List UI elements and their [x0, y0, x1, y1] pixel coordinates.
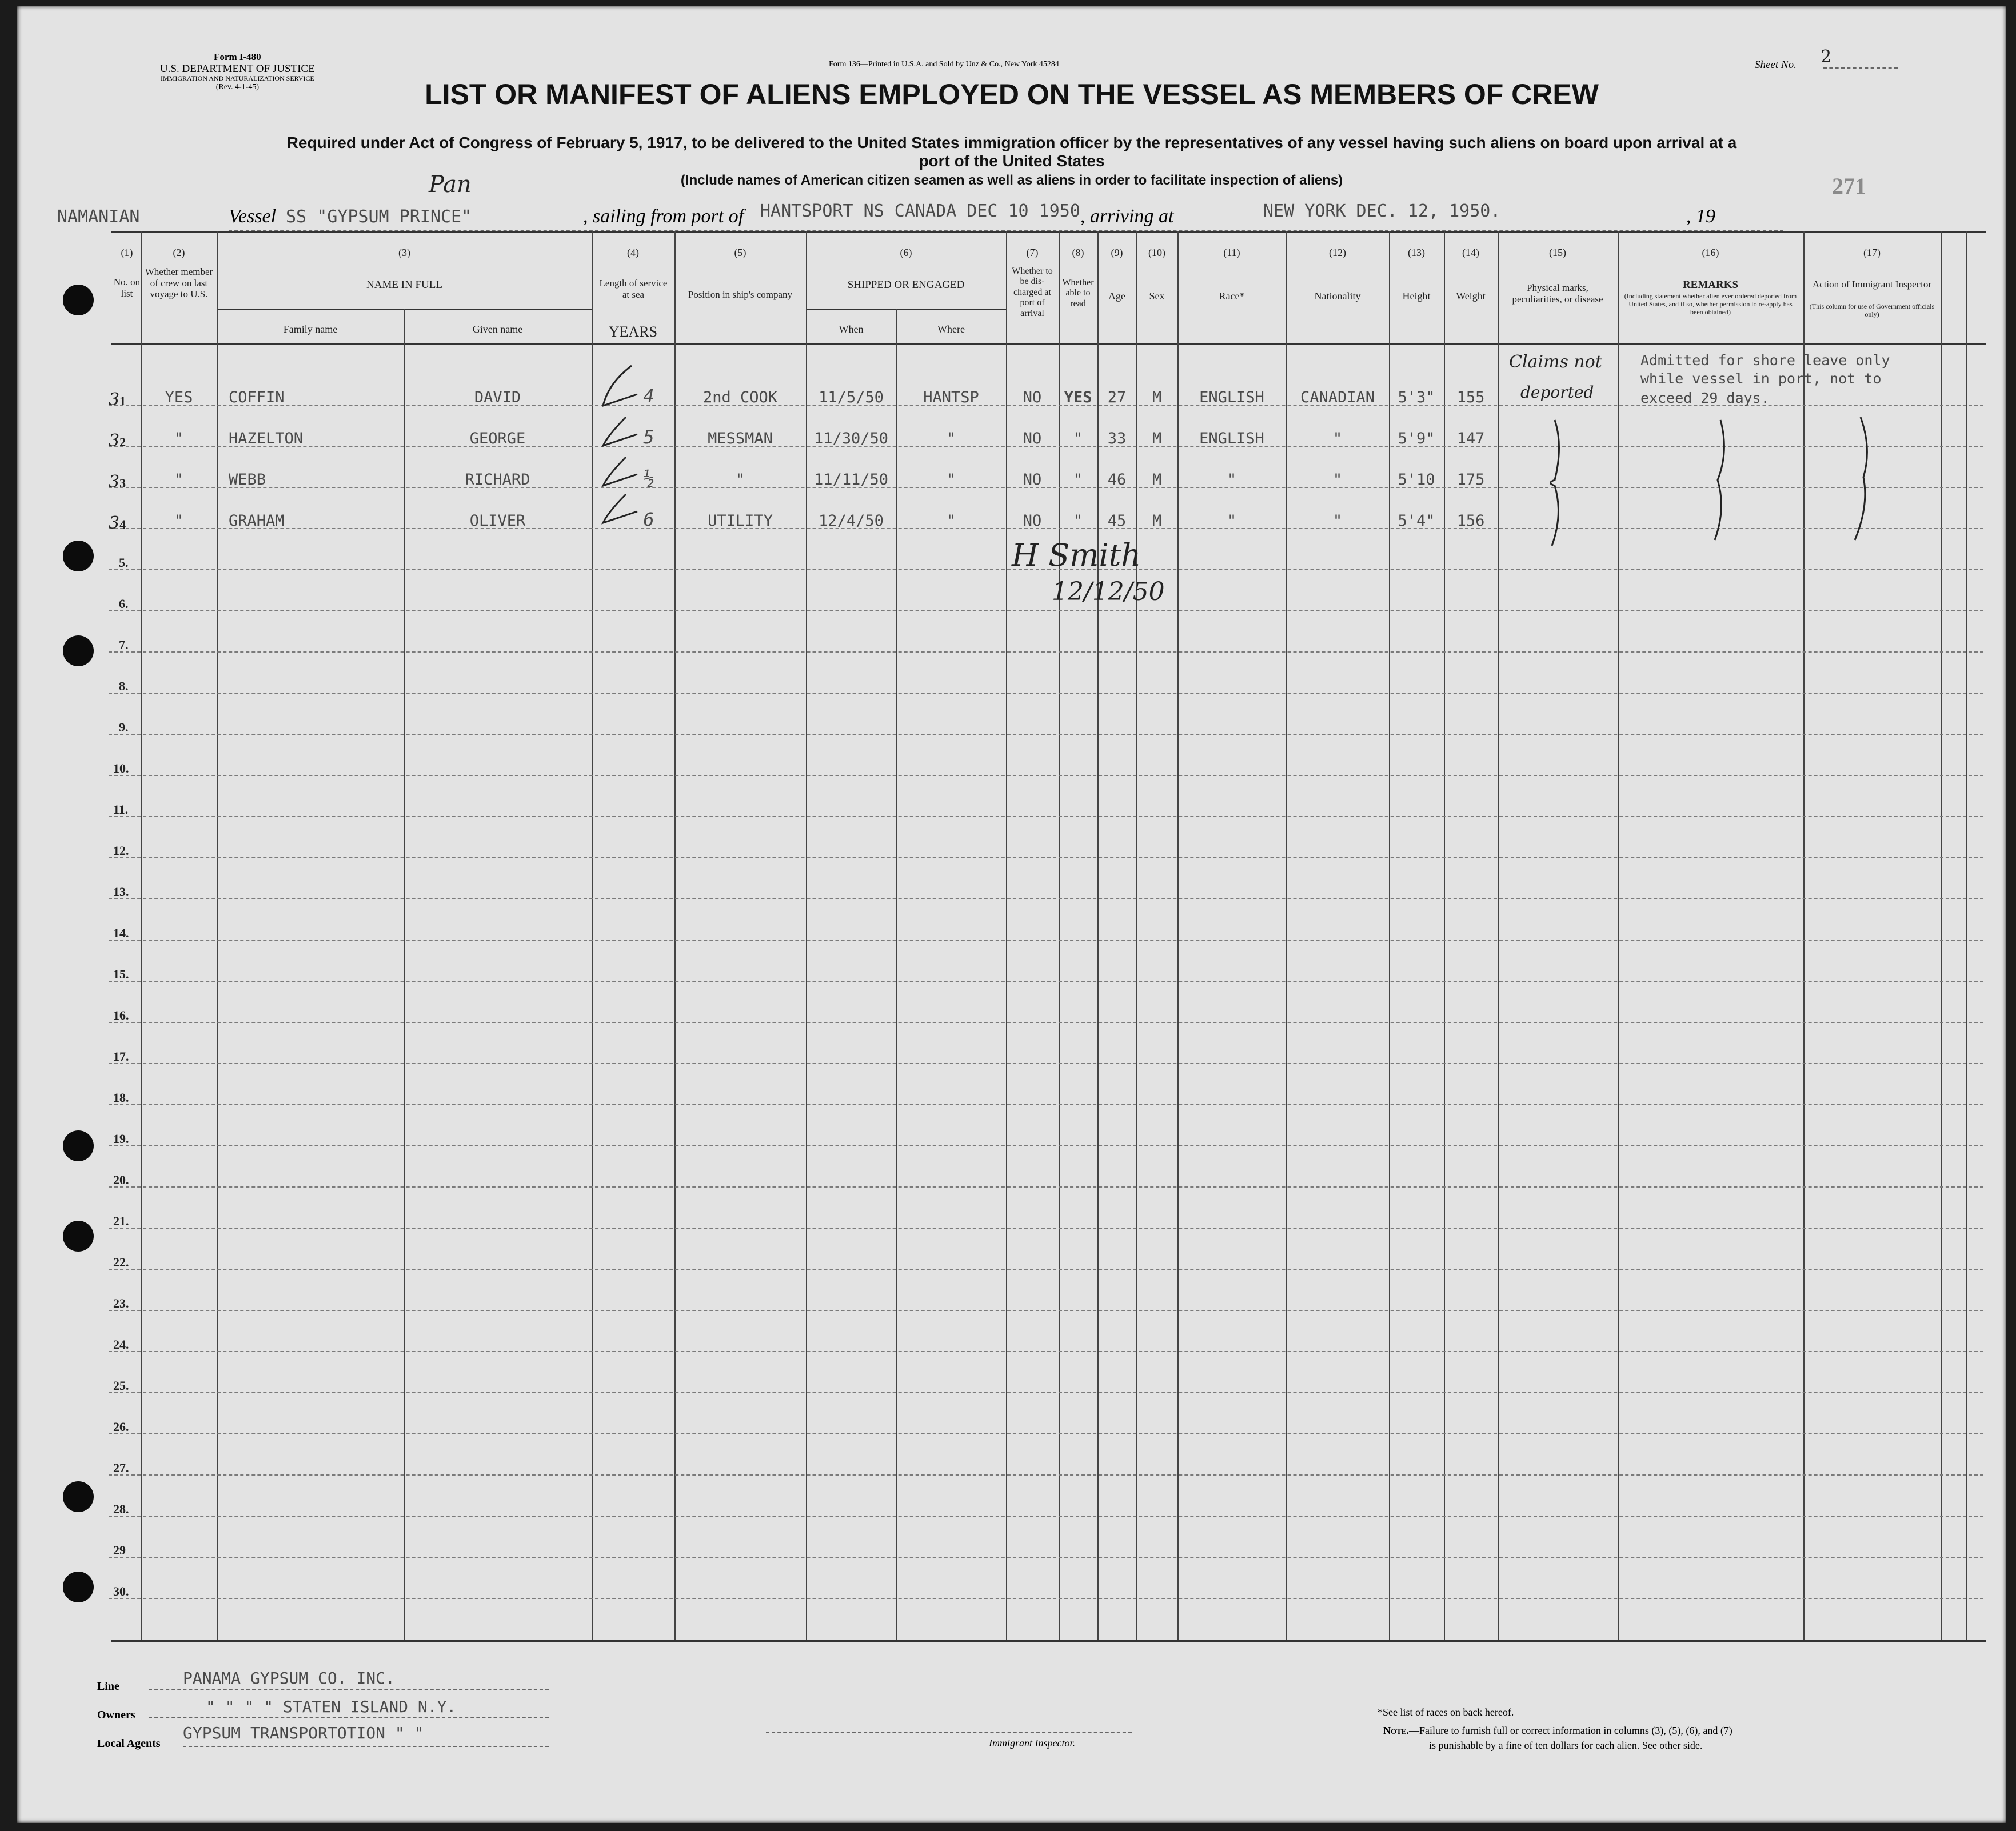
column-number: (2) [173, 247, 185, 258]
header-weight: Weight [1456, 290, 1486, 302]
column-number: (10) [1148, 247, 1165, 258]
given-name-cell: RICHARD [465, 471, 530, 489]
stamp-number: 271 [1832, 173, 1866, 199]
family-name-cell: COFFIN [229, 389, 285, 406]
column-number: (15) [1549, 247, 1566, 258]
header-no-on-list: No. on list [113, 277, 141, 299]
subtitle-line-3: (Include names of American citizen seamen as well as aliens in order to facilitate inspection of aliens) [680, 173, 1343, 188]
header-length-of-service: Length of service at sea [599, 278, 668, 300]
row-line [109, 940, 1983, 941]
service-cell: 5 [643, 426, 654, 448]
row-number: 25. [113, 1378, 129, 1393]
family-name-cell: HAZELTON [229, 430, 304, 447]
header-family-name: Family name [283, 323, 338, 335]
row-line [109, 898, 1983, 899]
tick-marks [592, 360, 674, 531]
row-line [109, 651, 1983, 653]
race-cell: ENGLISH [1199, 430, 1264, 447]
column-divider [1941, 231, 1942, 1640]
row-line [109, 1228, 1983, 1229]
sailing-port: HANTSPORT NS CANADA DEC 10 1950 [760, 201, 1080, 221]
row-number: 23. [113, 1296, 129, 1310]
discharged-cell: NO [1023, 389, 1042, 406]
owners-label: Owners [97, 1709, 135, 1721]
service-name: IMMIGRATION AND NATURALIZATION SERVICE [161, 74, 314, 83]
row-number: 7. [119, 638, 129, 652]
brace-mark [1846, 414, 1881, 543]
where-cell: " [946, 430, 956, 447]
header-years-typed: YEARS [608, 323, 658, 340]
column-number: (5) [734, 247, 746, 258]
row-prefix: 3 [109, 431, 120, 451]
column-divider [896, 309, 897, 1640]
position-cell: MESSMAN [708, 430, 773, 447]
row-prefix: 3 [109, 390, 120, 410]
header-inspector-action: Action of Immigrant Inspector [1812, 279, 1932, 290]
row-number: 18. [113, 1090, 129, 1105]
sheet-underline [1823, 67, 1898, 69]
row-number: 1 [119, 394, 126, 408]
inspector-signature: H Smith [1012, 537, 1141, 573]
read-cell: " [1073, 471, 1083, 489]
nationality-cell: " [1332, 430, 1343, 447]
column-number: (1) [121, 247, 133, 258]
line-value: PANAMA GYPSUM CO. INC. [183, 1669, 395, 1688]
brace-mark [1538, 417, 1572, 549]
header-able-to-read: Whether able to read [1062, 278, 1094, 309]
column-number: (12) [1329, 247, 1346, 258]
column-divider [1803, 231, 1805, 1640]
header-remarks-note: (Including statement whether alien ever ordered deported from United States, and if so, whether permission to re-apply has been obtained) [1624, 292, 1797, 316]
subtitle-line-1: Required under Act of Congress of February 5, 1917, to be delivered to the United States immigration officer by the representatives of any vessel having such aliens on board upon arrival at a [286, 134, 1737, 151]
races-note: *See list of races on back hereof. [1378, 1706, 1514, 1718]
row-number: 19. [113, 1132, 129, 1146]
last-voyage-cell: " [174, 512, 184, 530]
remarks-line-1: Admitted for shore leave only [1640, 352, 1890, 369]
printer-line: Form 136—Printed in U.S.A. and Sold by Unz & Co., New York 45284 [829, 60, 1059, 69]
column-number: (9) [1111, 247, 1123, 258]
header-remarks: REMARKS [1682, 279, 1739, 291]
row-number: 13. [113, 885, 129, 899]
read-cell: YES [1064, 389, 1092, 406]
height-cell: 5'3" [1398, 389, 1435, 406]
table-top-border [111, 231, 1986, 233]
flag-value: NAMANIAN [57, 207, 140, 227]
row-line [109, 1104, 1983, 1105]
row-line [109, 1063, 1983, 1064]
arrival-port: NEW YORK DEC. 12, 1950. [1263, 201, 1501, 221]
note-line-1: —Failure to furnish full or correct information in columns (3), (5), (6), and (7) [1408, 1725, 1732, 1736]
inspector-signature-line [766, 1732, 1132, 1733]
last-voyage-cell: " [174, 471, 184, 489]
service-cell: 6 [643, 509, 654, 530]
given-name-cell: OLIVER [469, 512, 526, 530]
header-shipped-engaged: SHIPPED OR ENGAGED [847, 279, 965, 291]
row-number: 15. [113, 967, 129, 981]
read-cell: " [1073, 430, 1083, 447]
where-cell: " [946, 512, 956, 530]
row-number: 2 [119, 435, 126, 449]
row-number: 17. [113, 1049, 129, 1064]
row-number: 6. [119, 597, 129, 611]
row-line [109, 857, 1983, 858]
row-number: 27. [113, 1461, 129, 1475]
column-number: (17) [1863, 247, 1881, 258]
height-cell: 5'4" [1398, 512, 1435, 530]
last-voyage-cell: YES [165, 389, 193, 406]
column-number: (14) [1462, 247, 1479, 258]
family-name-cell: GRAHAM [229, 512, 285, 530]
column-number: (4) [627, 247, 639, 258]
column-number: (8) [1072, 247, 1084, 258]
remarks-line-2: while vessel in port, not to [1640, 370, 1882, 387]
weight-cell: 175 [1456, 471, 1485, 489]
row-line [109, 1557, 1983, 1558]
vessel-name: SS "GYPSUM PRINCE" [286, 207, 472, 227]
binder-hole [63, 635, 94, 666]
row-line [109, 981, 1983, 982]
row-number: 5. [119, 555, 129, 570]
arriving-label: , arriving at [1080, 206, 1174, 227]
revision: (Rev. 4-1-45) [215, 83, 259, 92]
row-line [109, 1392, 1983, 1393]
where-cell: HANTSP [923, 389, 979, 406]
nationality-cell: " [1332, 512, 1343, 530]
header-physical-marks: Physical marks, peculiarities, or disease [1512, 282, 1603, 305]
row-line [109, 1269, 1983, 1270]
header-discharged: Whether to be dis-charged at port of arrival [1012, 266, 1053, 318]
vessel-label: Vessel [229, 206, 277, 227]
row-number: 9. [119, 720, 129, 734]
position-cell: " [735, 471, 745, 489]
form-number: Form I-480 [214, 51, 261, 62]
race-cell: " [1227, 471, 1237, 489]
age-cell: 27 [1107, 389, 1127, 406]
binder-hole [63, 1572, 94, 1602]
row-number: 3 [119, 476, 126, 490]
row-line [109, 775, 1983, 776]
row-number: 11. [113, 802, 129, 817]
race-cell: ENGLISH [1199, 389, 1264, 406]
row-line [109, 1516, 1983, 1517]
column-divider [1498, 231, 1499, 1640]
voyage-underline [229, 230, 1783, 231]
position-cell: 2nd COOK [702, 389, 778, 406]
agents-underline [183, 1746, 549, 1747]
service-cell: 4 [643, 385, 654, 407]
family-name-cell: WEBB [229, 471, 266, 489]
row-line [109, 1145, 1983, 1146]
age-cell: 33 [1107, 430, 1127, 447]
row-number: 28. [113, 1502, 129, 1516]
owners-value: " " " " STATEN ISLAND N.Y. [206, 1697, 457, 1716]
agents-label: Local Agents [97, 1737, 161, 1750]
line-label: Line [97, 1680, 119, 1693]
row-line [109, 816, 1983, 817]
row-line [109, 1351, 1983, 1352]
header-sex: Sex [1149, 290, 1165, 302]
row-number: 16. [113, 1008, 129, 1022]
last-voyage-cell: " [174, 430, 184, 447]
column-divider [1618, 231, 1619, 1640]
row-line [109, 1310, 1983, 1311]
where-cell: " [946, 471, 956, 489]
row-number: 29 [113, 1543, 126, 1557]
read-cell: " [1073, 512, 1083, 530]
row-number: 30. [113, 1584, 129, 1598]
row-number: 20. [113, 1173, 129, 1187]
row-line [109, 1433, 1983, 1434]
given-name-cell: DAVID [474, 389, 521, 406]
column-divider [217, 231, 218, 1640]
header-last-voyage: Whether member of crew on last voyage to U.S. [145, 266, 213, 300]
sex-cell: M [1152, 389, 1162, 406]
when-cell: 11/30/50 [813, 430, 889, 447]
header-when: When [839, 323, 864, 335]
signature-date: 12/12/50 [1052, 577, 1165, 606]
sex-cell: M [1152, 512, 1162, 530]
header-race: Race* [1219, 290, 1245, 302]
row-number: 8. [119, 679, 129, 693]
row-line [109, 610, 1983, 611]
column-number: (16) [1702, 247, 1719, 258]
header-height: Height [1402, 290, 1431, 302]
given-name-cell: GEORGE [469, 430, 526, 447]
column-number: (3) [398, 247, 410, 258]
header-position: Position in ship's company [688, 289, 793, 300]
age-cell: 46 [1107, 471, 1127, 489]
physical-note-1: Claims not [1509, 352, 1602, 372]
column-number: (11) [1223, 247, 1240, 258]
row-number: 21. [113, 1214, 129, 1228]
discharged-cell: NO [1023, 471, 1042, 489]
note-line-2: is punishable by a fine of ten dollars for each alien. See other side. [1429, 1740, 1703, 1751]
age-cell: 45 [1107, 512, 1127, 530]
header-nationality: Nationality [1314, 290, 1361, 302]
binder-hole [63, 285, 94, 315]
remarks-line-3: exceed 29 days. [1640, 390, 1770, 406]
inspector-label: Immigrant Inspector. [989, 1737, 1075, 1749]
subtitle-line-2: port of the United States [919, 152, 1105, 170]
weight-cell: 155 [1456, 389, 1485, 406]
race-cell: " [1227, 512, 1237, 530]
flag-handwritten: Pan [429, 171, 472, 198]
row-line [109, 693, 1983, 694]
sex-cell: M [1152, 430, 1162, 447]
position-cell: UTILITY [708, 512, 773, 530]
service-cell: ½ [643, 467, 654, 489]
row-number: 12. [113, 843, 129, 858]
table-header-border [111, 343, 1986, 345]
binder-hole [63, 1481, 94, 1512]
nationality-cell: " [1332, 471, 1343, 489]
row-prefix: 3 [109, 472, 120, 492]
physical-note-2: deported [1520, 383, 1594, 402]
header-age: Age [1108, 290, 1125, 302]
owners-underline [149, 1717, 549, 1718]
row-number: 24. [113, 1337, 129, 1352]
line-underline [149, 1689, 549, 1690]
height-cell: 5'10 [1398, 471, 1435, 489]
sex-cell: M [1152, 471, 1162, 489]
row-line [109, 1474, 1983, 1476]
discharged-cell: NO [1023, 512, 1042, 530]
weight-cell: 156 [1456, 512, 1485, 530]
sailing-label: , sailing from port of [583, 206, 744, 227]
shipped-subheader-line [806, 309, 1006, 310]
sheet-number: 2 [1821, 47, 1832, 67]
header-given-name: Given name [472, 323, 523, 335]
page-title: LIST OR MANIFEST OF ALIENS EMPLOYED ON THE VESSEL AS MEMBERS OF CREW [425, 78, 1599, 110]
row-number: 10. [113, 761, 129, 775]
note-label: Note. [1383, 1725, 1409, 1736]
year-label: , 19 [1686, 206, 1715, 227]
department: U.S. DEPARTMENT OF JUSTICE [160, 62, 315, 75]
column-divider [1966, 231, 1967, 1640]
when-cell: 12/4/50 [819, 512, 884, 530]
binder-hole [63, 541, 94, 571]
binder-hole [63, 1130, 94, 1161]
column-divider [404, 309, 405, 1640]
penalty-note [1383, 1725, 1732, 1737]
header-inspector-note: (This column for use of Government officials only) [1809, 302, 1935, 318]
row-prefix: 3 [109, 513, 120, 533]
agents-value: GYPSUM TRANSPORTOTION " " [183, 1724, 424, 1742]
row-number: 4 [119, 517, 126, 531]
binder-hole [63, 1221, 94, 1252]
when-cell: 11/11/50 [813, 471, 889, 489]
row-number: 26. [113, 1420, 129, 1434]
row-number: 22. [113, 1255, 129, 1269]
manifest-sheet [17, 6, 2006, 1823]
discharged-cell: NO [1023, 430, 1042, 447]
row-line [109, 1022, 1983, 1023]
table-bottom-border [111, 1640, 1986, 1642]
weight-cell: 147 [1456, 430, 1485, 447]
column-number: (13) [1408, 247, 1425, 258]
row-line [109, 1186, 1983, 1188]
height-cell: 5'9" [1398, 430, 1435, 447]
sheet-label: Sheet No. [1755, 59, 1797, 71]
row-line [109, 734, 1983, 735]
header-where: Where [937, 323, 965, 335]
header-name-in-full: NAME IN FULL [366, 279, 442, 291]
column-number: (7) [1026, 247, 1039, 258]
nationality-cell: CANADIAN [1300, 389, 1375, 406]
when-cell: 11/5/50 [819, 389, 884, 406]
row-number: 14. [113, 926, 129, 940]
brace-mark [1703, 417, 1738, 543]
row-line [109, 1598, 1983, 1599]
column-number: (6) [900, 247, 912, 258]
